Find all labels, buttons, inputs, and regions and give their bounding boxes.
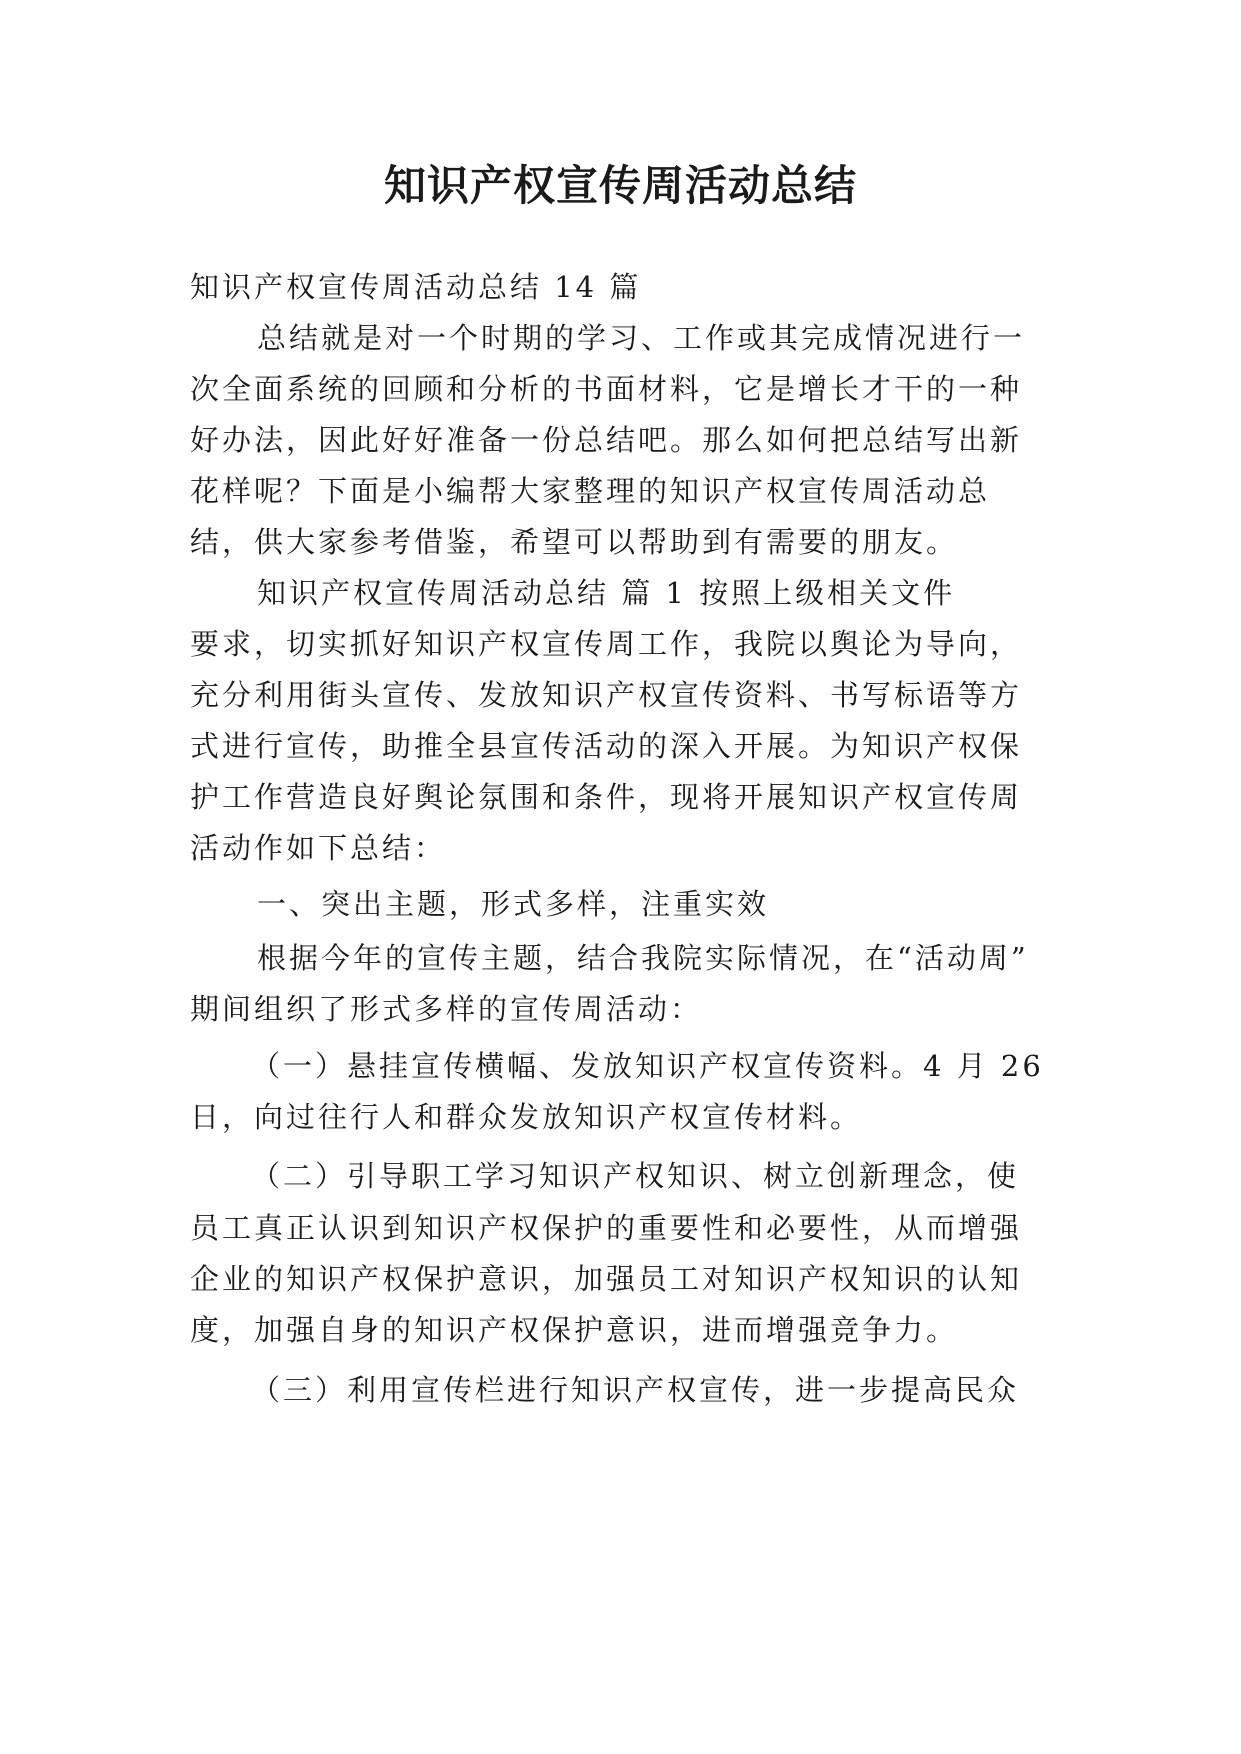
text-line: 总结就是对一个时期的学习、工作或其完成情况进行一 xyxy=(257,321,1026,355)
text-line: 知识产权宣传周活动总结 14 篇 xyxy=(190,270,642,304)
text-line: 企业的知识产权保护意识，加强员工对知识产权知识的认知 xyxy=(190,1262,1023,1296)
text-line: 根据今年的宣传主题，结合我院实际情况，在“活动周” xyxy=(257,941,1029,975)
text-line: 充分利用街头宣传、发放知识产权宣传资料、书写标语等方 xyxy=(190,678,1023,712)
text-line: 员工真正认识到知识产权保护的重要性和必要性，从而增强 xyxy=(190,1211,1023,1245)
text-line: 活动作如下总结： xyxy=(190,831,447,865)
text-line: （一）悬挂宣传横幅、发放知识产权宣传资料。4 月 26 xyxy=(251,1049,1044,1083)
section-heading: 一、突出主题，形式多样，注重实效 xyxy=(257,887,770,921)
text-line: （三）利用宣传栏进行知识产权宣传，进一步提高民众 xyxy=(251,1373,1020,1407)
text-line: 期间组织了形式多样的宣传周活动： xyxy=(190,992,703,1026)
text-line: （二）引导职工学习知识产权知识、树立创新理念，使 xyxy=(251,1159,1020,1193)
text-line: 要求，切实抓好知识产权宣传周工作，我院以舆论为导向， xyxy=(190,627,1023,661)
text-line: 花样呢？下面是小编帮大家整理的知识产权宣传周活动总 xyxy=(190,474,991,508)
text-line: 结，供大家参考借鉴，希望可以帮助到有需要的朋友。 xyxy=(190,525,959,559)
text-line: 知识产权宣传周活动总结 篇 1 按照上级相关文件 xyxy=(257,576,956,610)
text-line: 度，加强自身的知识产权保护意识，进而增强竞争力。 xyxy=(190,1313,959,1347)
text-line: 日，向过往行人和群众发放知识产权宣传材料。 xyxy=(190,1100,863,1134)
document-title: 知识产权宣传周活动总结 xyxy=(383,161,857,210)
text-line: 式进行宣传，助推全县宣传活动的深入开展。为知识产权保 xyxy=(190,729,1023,763)
text-line: 次全面系统的回顾和分析的书面材料，它是增长才干的一种 xyxy=(190,372,1023,406)
text-line: 好办法，因此好好准备一份总结吧。那么如何把总结写出新 xyxy=(190,423,1023,457)
text-line: 护工作营造良好舆论氛围和条件，现将开展知识产权宣传周 xyxy=(190,780,1023,814)
